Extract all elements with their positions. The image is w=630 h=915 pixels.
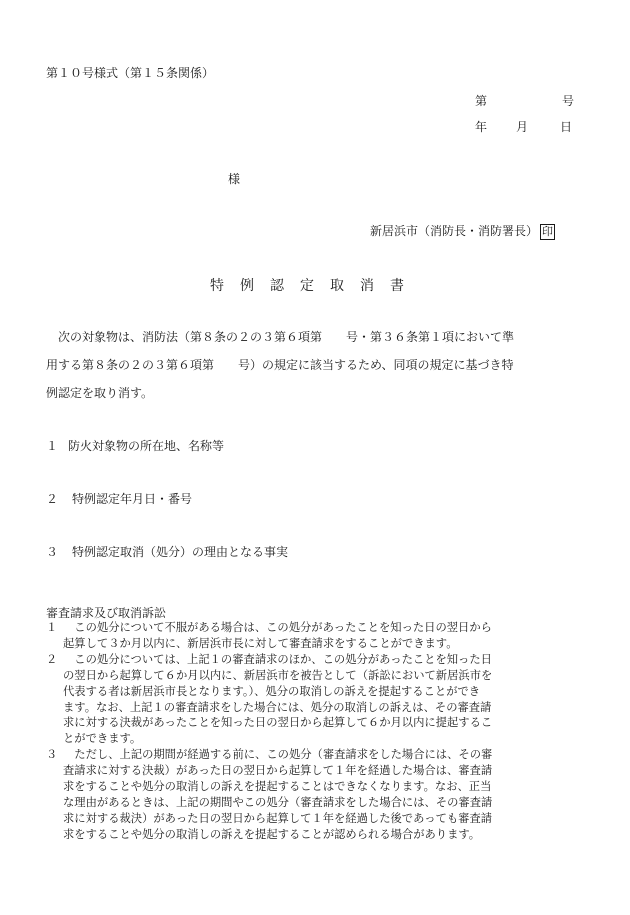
notice-line: とができます。 (63, 732, 142, 746)
notice-item (46, 652, 591, 747)
issuer-line (370, 222, 555, 240)
notice-line: の翌日から起算して６か月以内に、新居浜市を被告として（訴訟において新居浜市を (63, 668, 493, 682)
item-label: 特例認定取消（処分）の理由となる事実 (72, 545, 289, 559)
addressee-suffix: 様 (228, 172, 241, 186)
item-label: 特例認定年月日・番号 (72, 492, 193, 506)
notice-line: 査請求に対する決裁）があった日の翌日から起算して１年を経過した場合は、審査請 (63, 764, 493, 778)
item-revocation-reason (46, 543, 288, 560)
date-month-label: 月 (516, 120, 529, 134)
body-line: 例認定を取り消す。 (46, 386, 154, 400)
notice-item-number: １ (46, 621, 58, 634)
body-line: 次の対象物は、消防法（第８条の２の３第６項第 号・第３６条第１項において準 (58, 330, 515, 344)
notice-line: 起算して３か月以内に、新居浜市長に対して審査請求をすることができます。 (63, 636, 458, 650)
document-number-suffix: 号 (562, 94, 575, 108)
notice-line: 求に対する決裁があったことを知った日の翌日から起算して６か月以内に提起するこ (63, 716, 493, 730)
issuer-name: 新居浜市（消防長・消防署長） (370, 224, 539, 238)
item-number: ３ (46, 545, 59, 559)
seal-mark: 印 (542, 225, 554, 238)
notice-line: この処分について不服がある場合は、この処分があったことを知った日の翌日から (63, 621, 492, 634)
notice-line: 代表する者は新居浜市長となります。）、処分の取消しの訴えを提起することができ (63, 684, 481, 698)
notice-line: な理由があるときは、上記の期間やこの処分（審査請求をした場合には、その審査請 (63, 795, 493, 809)
body-line: 用する第８条の２の３第６項第 号）の規定に該当するため、同項の規定に基づき特 (46, 358, 514, 372)
notice-line: 求をすることや処分の取消しの訴えを提起することが認められる場合があります。 (63, 827, 481, 841)
notice-line: ます。なお、上記１の審査請求をした場合には、処分の取消しの訴えは、その審査請 (63, 700, 492, 714)
date-day-label: 日 (560, 120, 573, 134)
item-number: ２ (46, 492, 59, 506)
notice-line: ただし、上記の期間が経過する前に、この処分（審査請求をした場合には、その審 (63, 748, 493, 762)
notice-line: この処分については、上記１の審査請求のほか、この処分があったことを知った日 (63, 652, 492, 666)
notice-line: 求に対する裁決）があった日の翌日から起算して１年を経過した後であっても審査請 (63, 811, 493, 825)
item-certification-date (46, 490, 192, 507)
item-number: １ (46, 439, 59, 453)
body-paragraph (46, 323, 586, 407)
notice-item (46, 620, 591, 652)
item-label: 防火対象物の所在地、名称等 (68, 439, 225, 453)
document-number-label: 第 (475, 94, 488, 108)
form-number: 第１０号様式（第１５条関係） (46, 66, 215, 80)
notice-line: 求をすることや処分の取消しの訴えを提起することはできなくなります。なお、正当 (63, 780, 492, 794)
notice-item (46, 747, 591, 842)
notice-heading: 審査請求及び取消訴訟 (46, 606, 167, 620)
notice-item-number: ３ (46, 748, 58, 762)
date-year-label: 年 (475, 120, 488, 134)
notice-section (46, 620, 591, 843)
item-location (46, 437, 224, 454)
notice-item-number: ２ (46, 652, 58, 666)
document-title: 特例認定取消書 (210, 278, 420, 294)
